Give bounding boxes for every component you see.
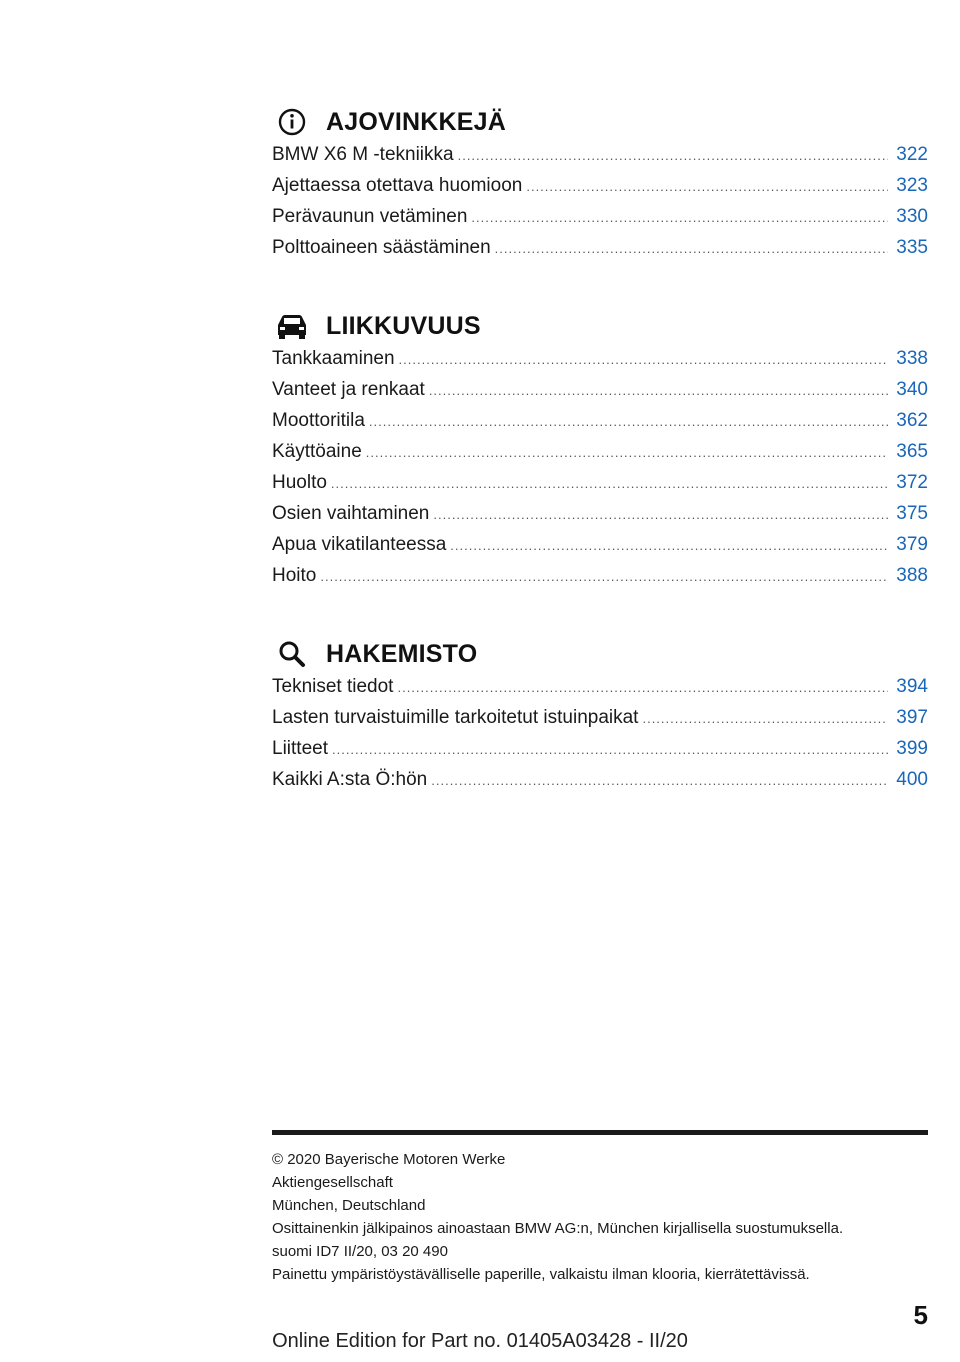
toc-entry[interactable] [272, 237, 928, 268]
entry-page-link[interactable]: 379 [896, 534, 928, 555]
entry-page-link[interactable]: 399 [896, 738, 928, 759]
section-header [272, 304, 928, 348]
toc-entry[interactable] [272, 379, 928, 410]
toc-entry[interactable] [272, 441, 928, 472]
entry-page-link[interactable]: 365 [896, 441, 928, 462]
car-icon [274, 308, 310, 344]
imprint-line: © 2020 Bayerische Motoren Werke [272, 1151, 506, 1168]
entry-label: Moottoritila [272, 410, 365, 431]
table-of-contents [272, 100, 928, 836]
entry-label: Ajettaessa otettava huomioon [272, 175, 523, 196]
section-liikkuvuus [272, 304, 928, 596]
entry-page-link[interactable]: 400 [896, 769, 928, 790]
entry-label: Kaikki A:sta Ö:hön [272, 769, 428, 790]
section-title: AJOVINKKEJÄ [326, 107, 507, 136]
toc-entry[interactable] [272, 738, 928, 769]
toc-entry[interactable] [272, 769, 928, 800]
entry-label: Polttoaineen säästäminen [272, 237, 491, 258]
toc-entry[interactable] [272, 348, 928, 379]
section-header [272, 632, 928, 676]
entry-label: BMW X6 M -tekniikka [272, 144, 454, 165]
section-title: LIIKKUVUUS [326, 311, 481, 340]
entry-page-link[interactable]: 330 [896, 206, 928, 227]
toc-entry[interactable] [272, 676, 928, 707]
entry-label: Vanteet ja renkaat [272, 379, 425, 400]
entry-page-link[interactable]: 375 [896, 503, 928, 524]
toc-entry[interactable] [272, 410, 928, 441]
toc-entry[interactable] [272, 707, 928, 738]
section-ajovinkkeja [272, 100, 928, 268]
entry-label: Apua vikatilanteessa [272, 534, 447, 555]
entry-page-link[interactable]: 335 [896, 237, 928, 258]
entry-page-link[interactable]: 388 [896, 565, 928, 586]
entry-page-link[interactable]: 372 [896, 472, 928, 493]
entry-page-link[interactable]: 362 [896, 410, 928, 431]
imprint-line: suomi ID7 II/20, 03 20 490 [272, 1243, 448, 1260]
toc-entry[interactable] [272, 565, 928, 596]
entry-page-link[interactable]: 394 [896, 676, 928, 697]
entry-page-link[interactable]: 323 [896, 175, 928, 196]
entry-page-link[interactable]: 397 [896, 707, 928, 728]
entry-label: Osien vaihtaminen [272, 503, 430, 524]
imprint-block [272, 1148, 928, 1286]
toc-entry[interactable] [272, 472, 928, 503]
entry-page-link[interactable]: 338 [896, 348, 928, 369]
toc-entry[interactable] [272, 503, 928, 534]
entry-label: Tankkaaminen [272, 348, 395, 369]
entry-label: Liitteet [272, 738, 328, 759]
search-icon [274, 636, 310, 672]
imprint-line: Aktiengesellschaft [272, 1174, 393, 1191]
section-hakemisto [272, 632, 928, 800]
imprint-line: Painettu ympäristöystävälliselle paperille, valkaistu ilman klooria, kierrätettävissä. [272, 1266, 810, 1283]
entry-page-link[interactable]: 340 [896, 379, 928, 400]
page-number: 5 [913, 1300, 928, 1330]
section-header [272, 100, 928, 144]
imprint-line: München, Deutschland [272, 1197, 426, 1214]
toc-entry[interactable] [272, 534, 928, 565]
entry-label: Hoito [272, 565, 317, 586]
info-icon [274, 104, 310, 140]
entry-label: Tekniset tiedot [272, 676, 394, 697]
toc-entry[interactable] [272, 206, 928, 237]
imprint-line: Osittainenkin jälkipainos ainoastaan BMW AG:n, München kirjallisella suostumuksella. [272, 1220, 844, 1237]
toc-entry[interactable] [272, 175, 928, 206]
section-title: HAKEMISTO [326, 639, 478, 668]
entry-label: Perävaunun vetäminen [272, 206, 468, 227]
online-edition-footer: Online Edition for Part no. 01405A03428 - II/20 [272, 1330, 688, 1352]
entry-label: Huolto [272, 472, 327, 493]
imprint-divider [272, 1130, 928, 1135]
entry-label: Käyttöaine [272, 441, 362, 462]
toc-entry[interactable] [272, 144, 928, 175]
entry-label: Lasten turvaistuimille tarkoitetut istuinpaikat [272, 707, 639, 728]
entry-page-link[interactable]: 322 [896, 144, 928, 165]
